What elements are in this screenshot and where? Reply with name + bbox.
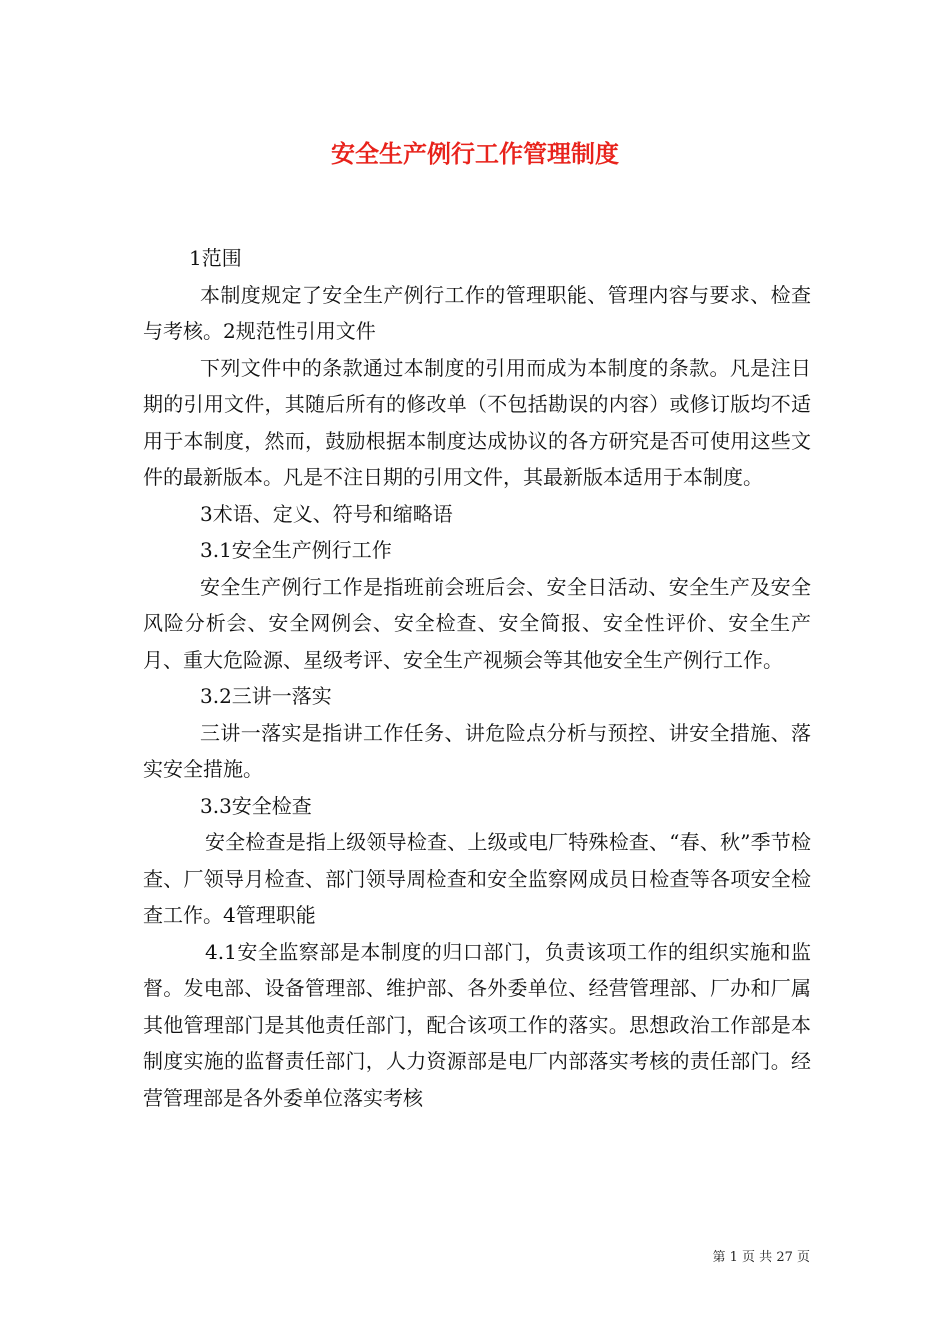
- paragraph-3-1: 安全生产例行工作是指班前会班后会、安全日活动、安全生产及安全风险分析会、安全网例会、安全检查、安全简报、安全性评价、安全生产月、重大危险源、星级考评、安全生产视频会等其他安全生产例行工作。: [143, 574, 811, 672]
- section-heading-scope: 1范围: [189, 246, 242, 270]
- document-title: 安全生产例行工作管理制度: [331, 139, 619, 168]
- document-body: [143, 240, 811, 1116]
- paragraph-3-2: 三讲一落实是指讲工作任务、讲危险点分析与预控、讲安全措施、落实安全措施。: [143, 720, 811, 781]
- section-heading-terms: 3术语、定义、符号和缩略语: [200, 501, 453, 526]
- subsection-heading-3-3: 3.3安全检查: [200, 793, 312, 818]
- subsection-heading-3-2: 3.2三讲一落实: [200, 684, 332, 708]
- paragraph-scope: 本制度规定了安全生产例行工作的管理职能、管理内容与要求、检查与考核。2规范性引用文件: [143, 282, 811, 343]
- page-number-footer: 第 1 页 共 27 页: [712, 1250, 810, 1265]
- paragraph-4-1: 4.1安全监察部是本制度的归口部门，负责该项工作的组织实施和监督。发电部、设备管理部、维护部、各外委单位、经营管理部、厂办和厂属其他管理部门是其他责任部门，配合该项工作的落实。思想政治工作部是本制度实施的监督责任部门，人力资源部是电厂内部落实考核的责任部门。经营管理部是各外委单位落实考核: [143, 939, 811, 1110]
- paragraph-3-3: 安全检查是指上级领导检查、上级或电厂特殊检查、“春、秋”季节检查、厂领导月检查、部门领导周检查和安全监察网成员日检查等各项安全检查工作。4管理职能: [143, 830, 811, 927]
- subsection-heading-3-1: 3.1安全生产例行工作: [200, 538, 392, 562]
- paragraph-references: 下列文件中的条款通过本制度的引用而成为本制度的条款。凡是注日期的引用文件，其随后所有的修改单（不包括勘误的内容）或修订版均不适用于本制度，然而，鼓励根据本制度达成协议的各方研究是否可使用这些文件的最新版本。凡是不注日期的引用文件，其最新版本适用于本制度。: [143, 355, 811, 489]
